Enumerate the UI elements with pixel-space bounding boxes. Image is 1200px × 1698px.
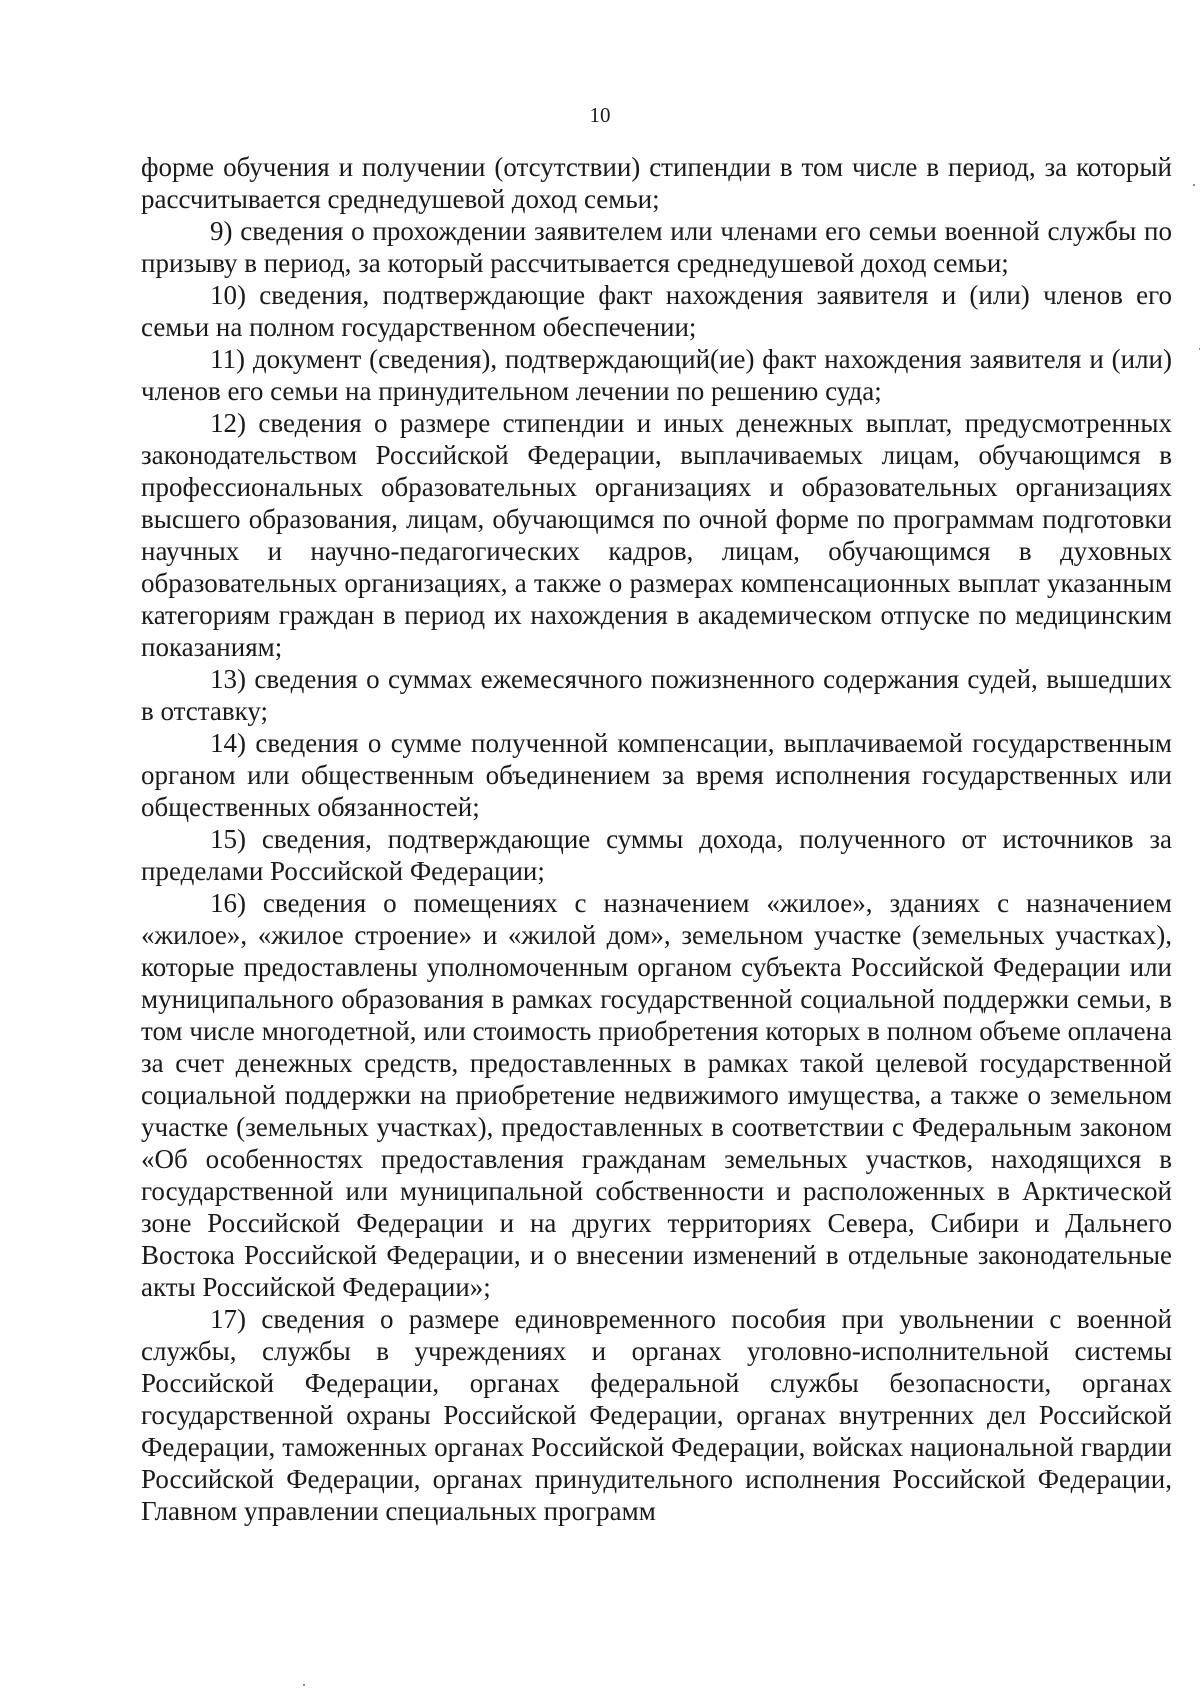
paragraph-continuation: форме обучения и получении (отсутствии) стипендии в том числе в период, за который рассчитывается среднедушевой доход семьи; (141, 152, 1172, 214)
scan-speck (303, 1684, 305, 1686)
list-item-17: 17) сведения о размере единовременного пособия при увольнении с военной службы, службы в учреждениях и органах уголовно-исполнительной системы Российской Федерации, органах федеральной службы безопасности, органах государственной охраны Российской Федерации, органах внутренних дел Российской Федерации, таможенных органах Российской Федерации, войсках национальной гвардии Российской Федерации, органах принудительного исполнения Российской Федерации, Главном управлении специальных программ (141, 1304, 1172, 1526)
list-item-14: 14) сведения о сумме полученной компенсации, выплачиваемой государственным органом или общественным объединением за время исполнения государственных или общественных обязанностей; (141, 728, 1172, 822)
scan-speck (1193, 184, 1195, 186)
list-item-10: 10) сведения, подтверждающие факт нахождения заявителя и (или) членов его семьи на полном государственном обеспечении; (141, 280, 1172, 342)
list-item-9: 9) сведения о прохождении заявителем или членами его семьи военной службы по призыву в период, за который рассчитывается среднедушевой доход семьи; (141, 216, 1172, 278)
list-item-13: 13) сведения о суммах ежемесячного пожизненного содержания судей, вышедших в отставку; (141, 664, 1172, 726)
page-number: 10 (589, 103, 611, 127)
list-item-12: 12) сведения о размере стипендии и иных денежных выплат, предусмотренных законодательством Российской Федерации, выплачиваемых лицам, обучающимся в профессиональных образовательных организациях и образовательных организациях высшего образования, лицам, обучающимся по очной форме по программам подготовки научных и научно-педагогических кадров, лицам, обучающимся в духовных образовательных организациях, а также о размерах компенсационных выплат указанным категориям граждан в период их нахождения в академическом отпуске по медицинским показаниям; (141, 408, 1172, 662)
list-item-11: 11) документ (сведения), подтверждающий(ие) факт нахождения заявителя и (или) членов его семьи на принудительном лечении по решению суда; (141, 344, 1172, 406)
list-item-15: 15) сведения, подтверждающие суммы дохода, полученного от источников за пределами Российской Федерации; (141, 824, 1172, 886)
list-item-16: 16) сведения о помещениях с назначением «жилое», зданиях с назначением «жилое», «жилое строение» и «жилой дом», земельном участке (земельных участках), которые предоставлены уполномоченным органом субъекта Российской Федерации или муниципального образования в рамках государственной социальной поддержки семьи, в том числе многодетной, или стоимость приобретения которых в полном объеме оплачена за счет денежных средств, предоставленных в рамках такой целевой государственной социальной поддержки на приобретение недвижимого имущества, а также о земельном участке (земельных участках), предоставленных в соответствии с Федеральным законом «Об особенностях предоставления гражданам земельных участков, находящихся в государственной или муниципальной собственности и расположенных в Арктической зоне Российской Федерации и на других территориях Севера, Сибири и Дальнего Востока Российской Федерации, и о внесении изменений в отдельные законодательные акты Российской Федерации»; (141, 888, 1172, 1302)
document-body (141, 151, 1172, 1527)
